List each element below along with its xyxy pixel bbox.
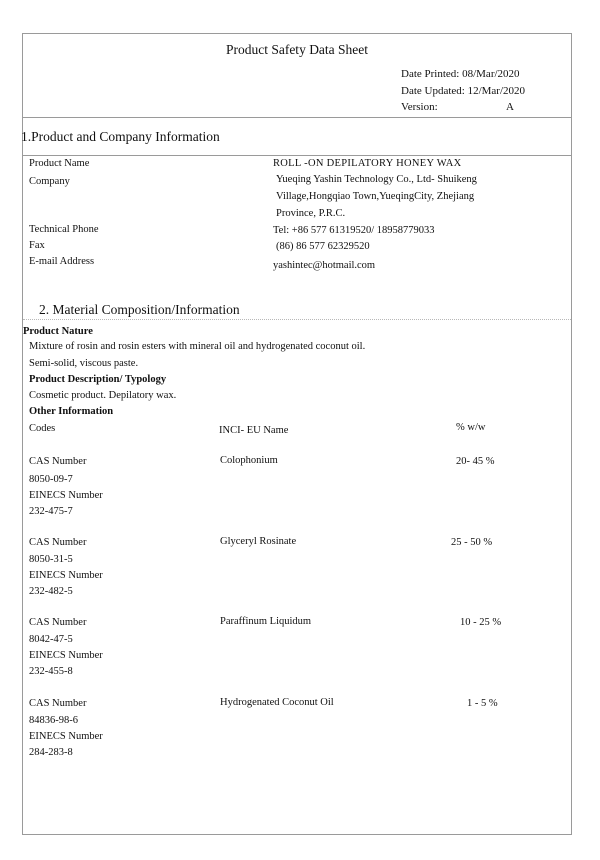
date-printed: Date Printed: 08/Mar/2020 (401, 68, 520, 80)
company-line3: Province, P.R.C. (276, 208, 346, 219)
product-name-value: ROLL -ON DEPILATORY HONEY WAX (273, 158, 462, 169)
cas-value: 8042-47-5 (29, 634, 73, 645)
product-description-value: Cosmetic product. Depilatory wax. (29, 390, 177, 401)
product-nature-line1: Mixture of rosin and rosin esters with mineral oil and hydrogenated coconut oil. (29, 341, 366, 352)
fax-label: Fax (29, 240, 45, 251)
codes-column-header: Codes (29, 423, 56, 434)
cas-value: 8050-09-7 (29, 474, 73, 485)
technical-phone-value: Tel: +86 577 61319520/ 18958779033 (273, 225, 435, 236)
section1-heading: 1.Product and Company Information (21, 129, 220, 144)
einecs-label: EINECS Number (29, 731, 103, 742)
other-information-label: Other Information (29, 406, 114, 417)
einecs-value: 284-283-8 (29, 747, 73, 758)
cas-value: 84836-98-6 (29, 715, 78, 726)
cas-value: 8050-31-5 (29, 554, 73, 565)
einecs-label: EINECS Number (29, 570, 103, 581)
product-nature-line2: Semi-solid, viscous paste. (29, 358, 139, 369)
percent-value: 10 - 25 % (460, 617, 502, 628)
einecs-label: EINECS Number (29, 650, 103, 661)
einecs-value: 232-475-7 (29, 506, 73, 517)
percent-column-header: % w/w (456, 422, 486, 433)
product-nature-label: Product Nature (23, 326, 93, 337)
date-updated: Date Updated: 12/Mar/2020 (401, 85, 526, 97)
product-name-label: Product Name (29, 158, 90, 169)
version-label: Version: (401, 101, 438, 113)
percent-value: 25 - 50 % (451, 537, 493, 548)
section1-divider (23, 155, 571, 156)
einecs-value: 232-482-5 (29, 586, 73, 597)
einecs-label: EINECS Number (29, 490, 103, 501)
percent-value: 1 - 5 % (467, 698, 498, 709)
email-value: yashintec@hotmail.com (273, 260, 376, 271)
inci-name: Paraffinum Liquidum (220, 616, 312, 627)
company-label: Company (29, 176, 70, 187)
inci-name: Glyceryl Rosinate (220, 536, 297, 547)
inci-column-header: INCI- EU Name (219, 425, 289, 436)
technical-phone-label: Technical Phone (29, 224, 99, 235)
inci-name: Colophonium (220, 455, 278, 466)
product-description-label: Product Description/ Typology (29, 374, 167, 385)
section2-heading: 2. Material Composition/Information (39, 302, 240, 317)
document-title: Product Safety Data Sheet (225, 42, 369, 57)
company-line2: Village,Hongqiao Town,YueqingCity, Zhejiang (276, 191, 475, 202)
company-line1: Yueqing Yashin Technology Co., Ltd- Shuikeng (276, 174, 477, 185)
percent-value: 20- 45 % (456, 456, 495, 467)
cas-label: CAS Number (29, 537, 87, 548)
cas-label: CAS Number (29, 698, 87, 709)
header-divider (23, 117, 571, 118)
fax-value: (86) 86 577 62329520 (276, 241, 370, 252)
document-frame (22, 33, 572, 835)
einecs-value: 232-455-8 (29, 666, 73, 677)
section2-divider (23, 319, 571, 320)
cas-label: CAS Number (29, 456, 87, 467)
version-value: A (506, 101, 514, 113)
cas-label: CAS Number (29, 617, 87, 628)
inci-name: Hydrogenated Coconut Oil (220, 697, 334, 708)
email-label: E-mail Address (29, 256, 95, 267)
